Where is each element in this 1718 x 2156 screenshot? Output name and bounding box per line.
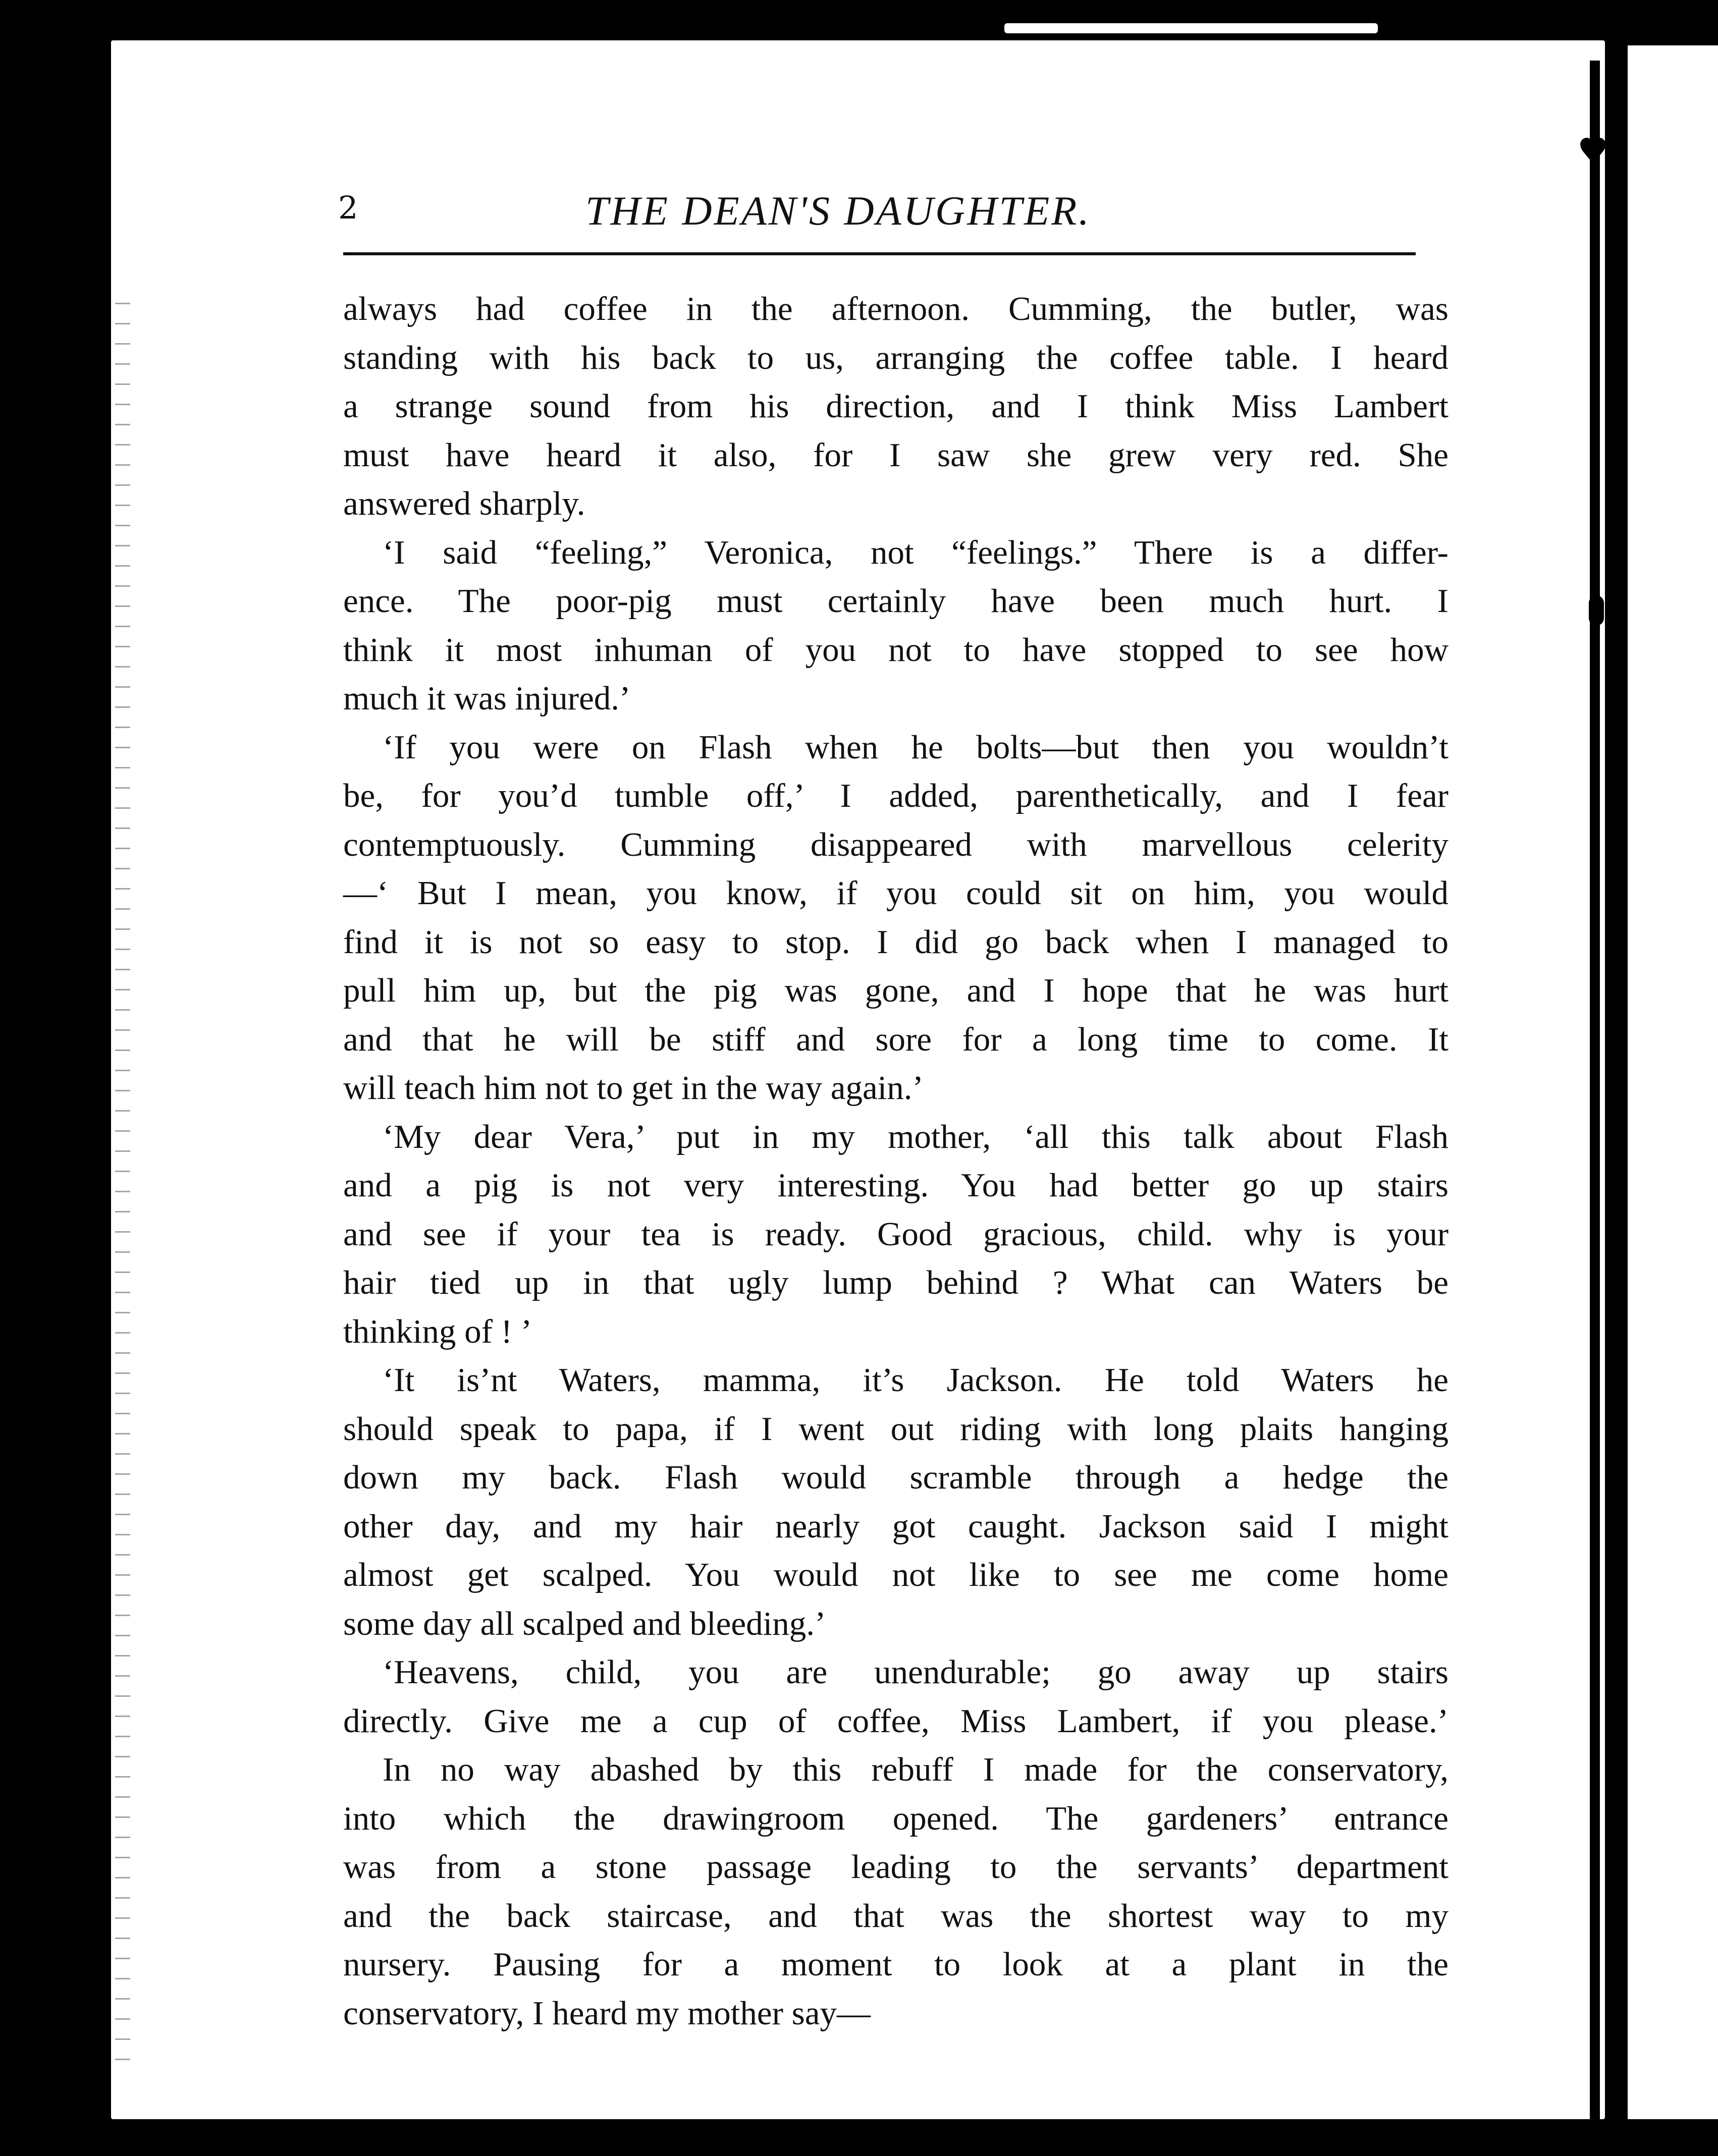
text-line: and the back staircase, and that was the shortest way to my	[343, 1897, 1448, 1934]
body-text	[343, 285, 1448, 2037]
text-line: and see if your tea is ready. Good gracious, child. why is your	[343, 1215, 1448, 1253]
text-line: conservatory, I heard my mother say—	[343, 1994, 871, 2032]
scan-edge-artifact	[1004, 23, 1378, 33]
running-header	[338, 189, 1418, 250]
text-line: be, for you’d tumble off,’ I added, parenthetically, and I fear	[343, 777, 1448, 814]
text-line: ‘I said “feeling,” Veronica, not “feelings.” There is a differ-	[383, 533, 1448, 571]
ink-dot	[1589, 595, 1604, 626]
page-number: 2	[338, 189, 358, 226]
text-line: and a pig is not very interesting. You had better go up stairs	[343, 1167, 1448, 1204]
text-line: answered sharply.	[343, 485, 585, 522]
text-line: a strange sound from his direction, and I think Miss Lambert	[343, 388, 1448, 425]
text-line: almost get scalped. You would not like to see me come home	[343, 1556, 1448, 1593]
text-line: some day all scalped and bleeding.’	[343, 1605, 826, 1642]
next-page-edge	[1628, 45, 1718, 2119]
text-line: and that he will be stiff and sore for a long time to come. It	[343, 1020, 1448, 1058]
binding-speckle	[115, 303, 130, 2069]
header-rule	[343, 252, 1416, 255]
text-line: In no way abashed by this rebuff I made for the conservatory,	[383, 1751, 1448, 1788]
text-line: must have heard it also, for I saw she grew very red. She	[343, 436, 1448, 474]
text-line: ence. The poor-pig must certainly have been much hurt. I	[343, 582, 1448, 620]
text-line: ‘Heavens, child, you are unendurable; go away up stairs	[383, 1653, 1448, 1691]
text-line: ‘It is’nt Waters, mamma, it’s Jackson. He told Waters he	[383, 1361, 1448, 1399]
text-line: contemptuously. Cumming disappeared with marvellous celerity	[343, 825, 1448, 863]
running-title: THE DEAN'S DAUGHTER.	[585, 188, 1091, 234]
text-line: nursery. Pausing for a moment to look at a plant in the	[343, 1946, 1448, 1983]
text-line: always had coffee in the afternoon. Cumming, the butler, was	[343, 290, 1448, 327]
text-line: find it is not so easy to stop. I did go back when I managed to	[343, 923, 1448, 961]
text-line: ‘My dear Vera,’ put in my mother, ‘all this talk about Flash	[383, 1118, 1448, 1155]
text-line: other day, and my hair nearly got caught. Jackson said I might	[343, 1507, 1448, 1545]
text-line: down my back. Flash would scramble through a hedge the	[343, 1459, 1448, 1496]
text-line: hair tied up in that ugly lump behind ? What can Waters be	[343, 1264, 1448, 1301]
text-line: much it was injured.’	[343, 680, 631, 717]
ink-blot-icon: ♥	[1577, 131, 1609, 172]
text-line: thinking of ! ’	[343, 1312, 532, 1350]
text-line: should speak to papa, if I went out riding with long plaits hanging	[343, 1410, 1448, 1448]
text-line: standing with his back to us, arranging the coffee table. I heard	[343, 339, 1448, 376]
gutter-line	[1590, 61, 1600, 2119]
text-line: was from a stone passage leading to the servants’ department	[343, 1848, 1448, 1886]
text-line: pull him up, but the pig was gone, and I hope that he was hurt	[343, 972, 1448, 1009]
text-line: directly. Give me a cup of coffee, Miss Lambert, if you please.’	[343, 1702, 1448, 1740]
text-line: ‘If you were on Flash when he bolts—but then you wouldn’t	[383, 728, 1448, 766]
text-line: think it most inhuman of you not to have stopped to see how	[343, 631, 1448, 669]
text-line: —‘ But I mean, you know, if you could sit on him, you would	[343, 874, 1448, 912]
text-line: into which the drawingroom opened. The gardeners’ entrance	[343, 1799, 1448, 1837]
text-line: will teach him not to get in the way again.’	[343, 1069, 924, 1107]
